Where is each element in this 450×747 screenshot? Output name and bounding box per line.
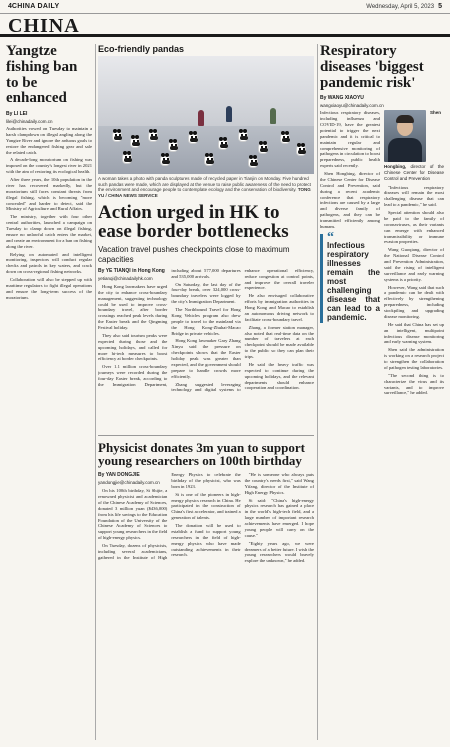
right-story-paragraph: Wang Guoqiang, director of the National Disease Control and Prevention Administration, said the rising of intelligent surveillance and early warning systems is a priority. — [384, 247, 444, 282]
quote-attr-title: director of the Chinese Center for Disease Control and Prevention — [384, 164, 444, 181]
lower-story-paragraph: Si is one of the pioneers in high-energy physics research in China. He participated in the construction of China's first accelerator, and trained a generation of talents. — [171, 491, 241, 521]
photo-kicker: Eco-friendly pandas — [98, 44, 185, 54]
right-story-paragraph: He said that China has set up an intelligent, multipoint infectious disease monitoring and early warning system. — [384, 321, 444, 345]
section-bar — [0, 15, 450, 37]
middle-column — [98, 44, 314, 740]
mid-story-paragraph: He also envisaged collaborative efforts by immigration authorities in Hong Kong and Macao to establish an autonomous driving network to facilitate cross-boundary travel. — [244, 293, 314, 322]
brand-name: CHINA DAILY — [11, 3, 60, 10]
right-story-body — [320, 110, 444, 396]
right-story-paragraph: Shen said the administration is working on a research project to strengthen the collaboration of pathogen testing laboratories. — [384, 347, 444, 370]
right-story-paragraph: Infectious respiratory diseases, including influenza and COVID-19, have the greatest potential to trigger the next pandemic and it is critical to maintain regular and comprehensive monitoring of pathogens in circulation to boost preparedness, public health experts said recently. — [320, 110, 380, 169]
panda-sculpture — [148, 130, 158, 142]
page-number-right: 5 — [438, 3, 442, 10]
mid-story-body — [98, 268, 314, 430]
photo-credit: TONG YU / CHINA NEWS SERVICE — [98, 187, 311, 198]
mid-story-paragraph: On Saturday, the last day of the four-day break, over 324,000 cross-boundary travelers were logged by the city's Immigration Department. — [171, 281, 241, 305]
panda-sculpture — [280, 132, 290, 144]
lower-story-paragraph: On Tuesday, dozens of physicists, including several academicians, gathered in the Institute of High Energy Physics to celebrate the birthday of the physicist, who was born in 1923. — [98, 472, 241, 560]
left-story-email[interactable]: lilei@chinadaily.com.cn — [6, 119, 53, 124]
right-story-paragraph: "Infectious respiratory diseases will remain the most challenging disease that can lead to a pandemic," he said. — [384, 184, 444, 208]
panda-sculpture — [296, 144, 306, 156]
panda-photo — [98, 56, 314, 174]
mid-story-paragraph: He said the heavy traffic was expected to continue during the upcoming holidays, and the relevant departments should enhance cooperation and coordination. — [244, 361, 314, 391]
panda-sculpture — [258, 142, 268, 154]
panda-sculpture — [248, 156, 258, 168]
lower-story-headline: Physicist donates 3m yuan to support young researchers on 100th birthday — [98, 439, 305, 469]
pull-quote-text: Infectious respiratory illnesses remain the most challenging disease that can lead to a pandemic. — [327, 241, 380, 322]
page-header — [0, 0, 450, 14]
panda-sculpture — [218, 138, 228, 150]
visitor-figure — [270, 108, 276, 124]
panda-sculpture — [204, 154, 214, 166]
right-story-byline: By WANG XIAOYU — [320, 95, 364, 102]
lower-story-body — [98, 472, 314, 642]
quote-attr-name: Shen Hongbing, — [384, 110, 442, 170]
issue-date: Wednesday, April 5, 2023 — [366, 3, 435, 10]
mid-story-paragraph: The Northbound Travel for Hong Kong Vehicles program also drew people to travel to the mainland via the Hong Kong-Zhuhai-Macao Bridge in private vehicles. — [171, 307, 241, 336]
shen-hongbing-portrait — [384, 110, 426, 162]
panda-sculpture — [188, 132, 198, 144]
visitor-figure — [226, 106, 232, 122]
left-story-paragraph: Authorities vowed on Tuesday to maintain a harsh clampdown on illegal angling along the Yangtze River and ignore the arduous goals to restore the endangered fishing gear and sale the related catch. — [6, 126, 92, 155]
left-story — [6, 44, 92, 740]
panda-sculpture — [112, 130, 122, 142]
lower-story-paragraph: "He is someone who always puts the country's needs first," said Wang Yifang, director of the Institute of High Energy Physics. — [244, 472, 314, 495]
panda-sculpture — [168, 140, 178, 152]
mid-story-paragraph: Over 1.1 million cross-boundary journeys were recorded during the four-day Easter break, according to the Immigration Department, including about 577,000 departures and 535,000 arrivals. — [98, 267, 241, 387]
photo-caption-text: A woman takes a photo with panda sculptures made of recycled paper in Tianjin on Monday. Five hundred such pandas were made, which are displayed at the venue to raise public awareness of the need to protect the environment and encourage people to contemplate ecology and the conservation of biodiversity. — [98, 176, 311, 193]
column-divider — [95, 44, 96, 740]
left-story-byline: By LI LEI — [6, 111, 28, 117]
right-story — [320, 44, 444, 740]
pull-quote — [320, 229, 380, 323]
left-story-paragraph: Relying on automated and intelligent monitoring, inspectors will conduct regular checks and patrols in key waters, and crack down on cross-regional fishing networks. — [6, 251, 92, 275]
left-story-paragraph: Collaboration will also be stepped up with maritime regulators to fight illegal operations and ensure the long-term success of the moratorium. — [6, 277, 92, 300]
mid-story-deck: Vacation travel pushes checkpoints close to maximum capacities — [98, 245, 290, 264]
lower-story-paragraph: Si said: "China's high-energy physics research has gained a place in the world's high-tech field, and a large number of important research achievements have emerged. I hope young people will carry on the cause." — [244, 497, 314, 538]
right-story-paragraph: However, Wang said that such a pandemic can be dealt with effectively by strengthening preparedness, including stockpiling and upgrading disease monitoring. — [384, 284, 444, 319]
panda-sculpture — [122, 152, 132, 164]
left-story-paragraph: The ministry, together with four other central authorities, launched a campaign on Tuesday to clamp down on illegal fishing, ensure no unlawful catch enters the market, and create an environment for a ban on fishing along the river. — [6, 214, 92, 249]
right-story-paragraph: Shen Hongbing, director of the Chinese Center for Disease Control and Prevention, said during a recent academic conference that respiratory infections are caused by a large and diverse family of pathogens, and they can be transmitted efficiently among humans. — [320, 171, 380, 229]
right-story-paragraph: Special attention should also be paid to the family of coronaviruses, as their variants can emerge with enhanced transmissibility or immune evasion properties. — [384, 210, 444, 245]
left-story-body — [6, 126, 92, 301]
panda-sculpture — [130, 136, 140, 148]
story-divider — [98, 435, 314, 436]
mid-story-headline: Action urged in HK to ease border bottlenecks — [98, 201, 289, 243]
mid-story-paragraph: They also said tourism peaks were expected during those and the upcoming holidays, and called for more hi-tech measures to boost efficiency at border checkpoints. — [98, 332, 168, 362]
mid-story-email[interactable]: yetianqi@chinadailyhk.com — [98, 276, 153, 282]
right-story-headline: Respiratory diseases 'biggest pandemic risk' — [320, 44, 424, 91]
lower-story-paragraph: On his 100th birthday, Si Shijie, a renowned physicist and academician of the Chinese Academy of Sciences, donated 3 million yuan ($436,000) from his life savings to the Education Foundation of the University of the Chinese Academy of Sciences to support young researchers in the field of high-energy physics. — [98, 488, 168, 541]
visitor-figure — [198, 110, 204, 126]
lower-story-paragraph: "Eighty years ago, we were dreamers of a better future. I wish the young researchers would bravely explore the unknown," he added. — [244, 540, 314, 564]
page-number: 4 — [8, 3, 12, 10]
mid-story-paragraph: Zhang suggested leveraging technology and digital systems to enhance operational efficiency, reduce congestion at control points, and improve the overall traveler experience. — [171, 267, 314, 393]
photo-wall — [98, 56, 314, 126]
mid-story-paragraph: Zhang, a former station manager, also noted that real-time data on the number of travelers at each checkpoint should be made available to the public so they can plan their trips. — [244, 324, 314, 359]
right-story-paragraph: "The second thing is to characterize the virus and its variants, and to improve surveillance," he added. — [384, 372, 444, 396]
lower-story-byline: By YAN DONGJIE — [98, 472, 140, 479]
section-title: CHINA — [8, 15, 80, 37]
right-story-email[interactable]: wangxiaoyu@chinadaily.com.cn — [320, 103, 384, 109]
lower-story-paragraph: The donation will be used to establish a fund to support young researchers in the field of high-energy physics who have made outstanding achievements in their research. — [171, 523, 241, 558]
column-divider — [317, 44, 318, 740]
panda-sculpture — [238, 130, 248, 142]
photo-caption — [98, 176, 314, 199]
mid-story-paragraph: Hong Kong lawmaker Gary Zhang Xinyu said the pressure on checkpoints shows that the Easter holiday peak was greater than expected, and the government should prepare to handle crowds more efficiently. — [171, 338, 241, 379]
panda-sculpture — [160, 154, 170, 166]
mid-story-paragraph: Hong Kong lawmakers have urged the city to enhance cross-boundary management, suggesting technology could be used to improve cross-boundary travel, after border crossings reached peak levels during the Easter break and the Qingming Festival holiday. — [98, 283, 168, 331]
mid-story-byline: By YE TIANQI in Hong Kong — [98, 267, 165, 274]
left-story-paragraph: After three years, the 10th population in the river has recovered markedly, but the moratorium still faces constant threats from illegal fishing, which is becoming "more concealed" and harder to detect, said the Ministry of Agriculture and Rural Affairs. — [6, 177, 92, 212]
quote-mark-icon: “ — [327, 229, 334, 245]
quote-attribution — [384, 110, 444, 181]
left-story-headline: Yangtze fishing ban to be enhanced — [6, 44, 78, 107]
lower-story-email[interactable]: yandongjie@chinadaily.com.cn — [98, 480, 160, 486]
left-story-paragraph: A decade-long moratorium on fishing was imposed on the country's longest river in 2021 with the aim of restoring its ecological health. — [6, 157, 92, 175]
